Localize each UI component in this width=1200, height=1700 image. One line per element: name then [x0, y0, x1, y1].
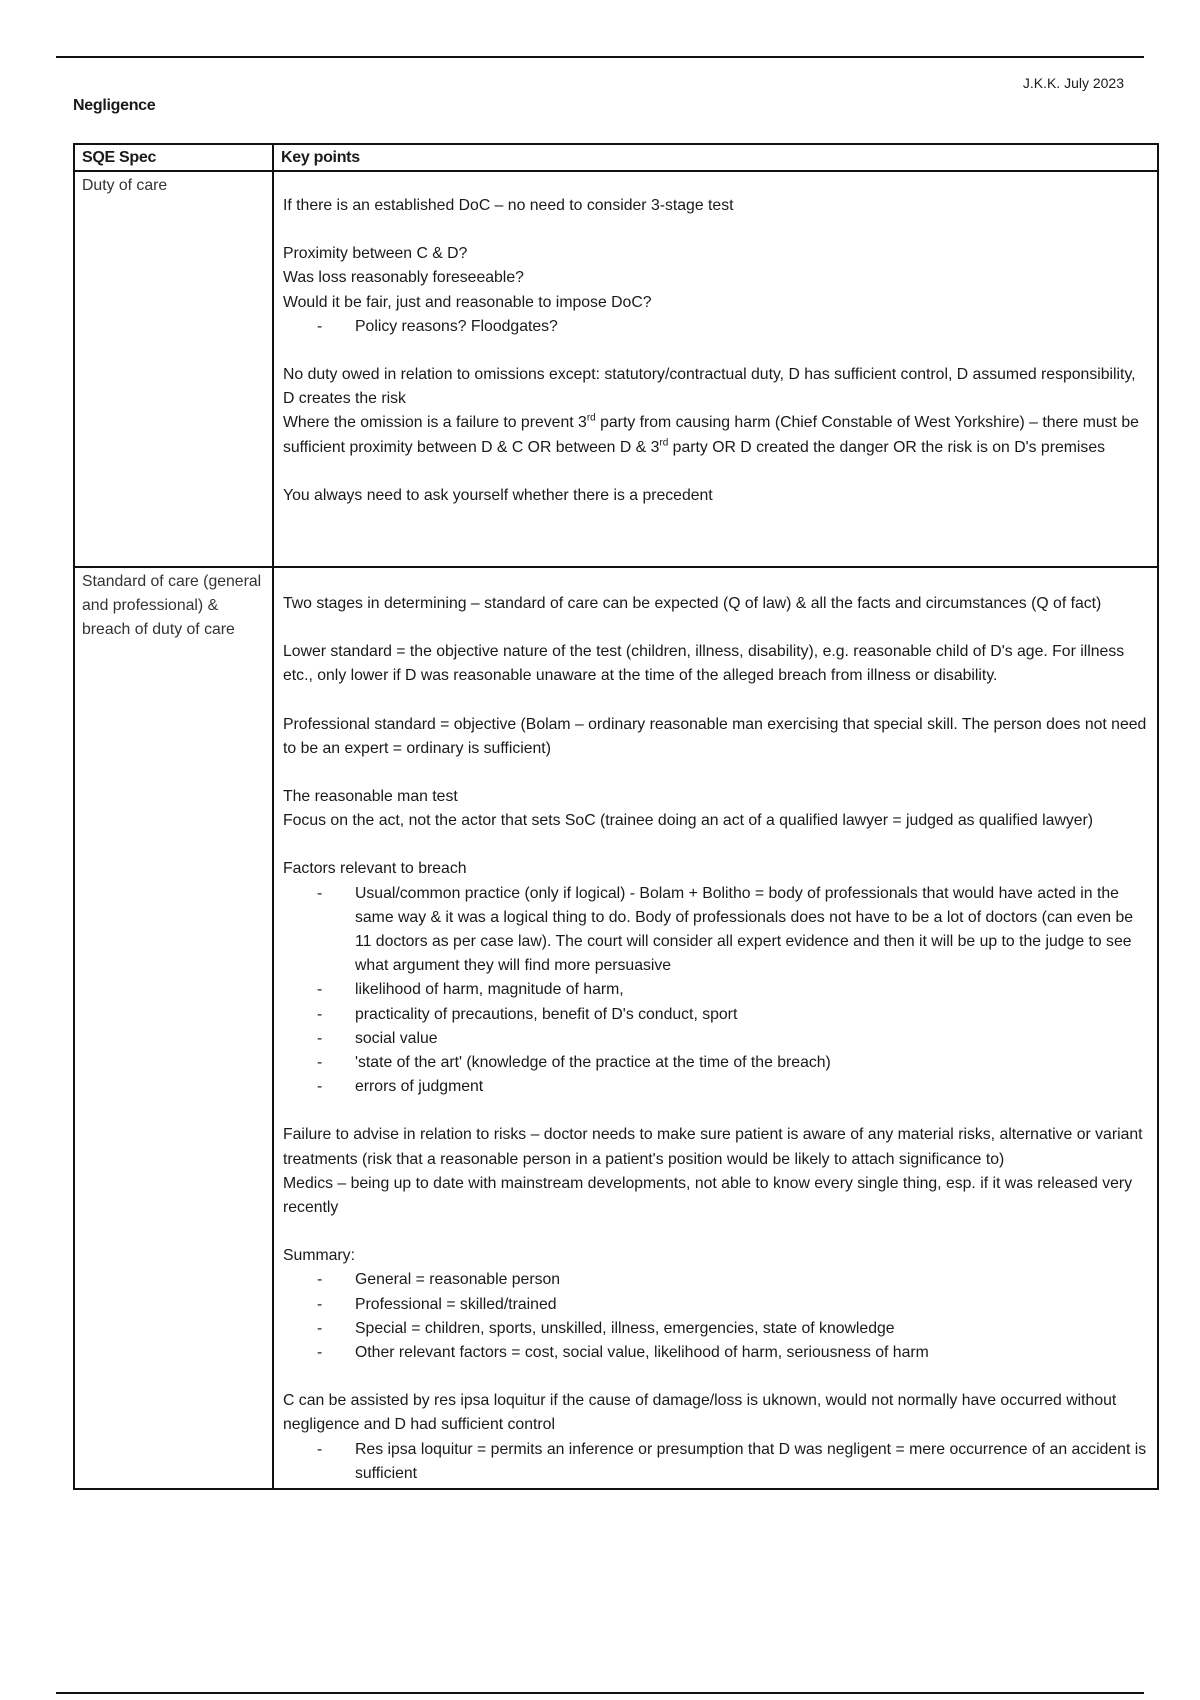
- spec-cell: Duty of care: [74, 171, 273, 567]
- bullet-item: [283, 1075, 1147, 1099]
- dash-bullet-icon: -: [317, 1078, 323, 1096]
- bullet-text: Usual/common practice (only if logical) - Bolam + Bolitho = body of professionals that would have acted in the same way & it was a logical thing to do. Body of professionals does not have to be a lot of doctors (can even be 11 doctors as per case law). The court will consider all expert evidence and then it will be up to the judge to see what argument they will find more persuasive: [355, 884, 1134, 975]
- paragraph: [283, 640, 1147, 688]
- bullet-text: likelihood of harm, magnitude of harm,: [355, 981, 624, 999]
- table-row: [74, 171, 1158, 567]
- spec-cell: Standard of care (general and professional) & breach of duty of care: [74, 567, 273, 1489]
- bullet-text: errors of judgment: [355, 1078, 484, 1096]
- bullet-item: [283, 315, 1147, 339]
- dash-bullet-icon: -: [317, 1440, 323, 1458]
- text-line: Failure to advise in relation to risks – doctor needs to make sure patient is aware of any material risks, alternative or variant treatments (risk that a reasonable person in a patient's position would be likely to attach significance to): [283, 1126, 1143, 1168]
- bullet-item: [283, 1268, 1147, 1292]
- column-header-key-points: Key points: [273, 144, 1158, 171]
- table-body: [74, 171, 1158, 1489]
- text-line: You always need to ask yourself whether there is a precedent: [283, 486, 713, 504]
- page-title: Negligence: [73, 97, 156, 114]
- text-line: Where the omission is a failure to prevent 3rd party from causing harm (Chief Constable of West Yorkshire) – there must be sufficient proximity between D & C OR between D & 3rd party OR D created the danger OR the risk is on D's premises: [283, 413, 1139, 456]
- bullet-item: [283, 1317, 1147, 1341]
- text-line: Lower standard = the objective nature of the test (children, illness, disability), e.g. reasonable child of D's age. For illness etc., only lower if D was reasonable unaware at the time of the alleged breach from illness or disability.: [283, 643, 1125, 685]
- bullet-text: Policy reasons? Floodgates?: [355, 317, 558, 335]
- bullet-text: Special = children, sports, unskilled, illness, emergencies, state of knowledge: [355, 1319, 895, 1337]
- bullet-item: [283, 978, 1147, 1002]
- dash-bullet-icon: -: [317, 1344, 323, 1362]
- bullet-item: [283, 1438, 1147, 1486]
- text-line: Summary:: [283, 1247, 355, 1265]
- paragraph: [283, 785, 1147, 833]
- bullet-text: social value: [355, 1029, 438, 1047]
- text-line: If there is an established DoC – no need to consider 3-stage test: [283, 197, 734, 214]
- text-line: Was loss reasonably foreseeable?: [283, 269, 524, 287]
- paragraph: [283, 1389, 1147, 1486]
- paragraph: [283, 1123, 1147, 1220]
- paragraph: [283, 484, 1147, 508]
- text-line: Factors relevant to breach: [283, 860, 467, 878]
- bullet-text: 'state of the art' (knowledge of the practice at the time of the breach): [355, 1054, 831, 1072]
- column-header-spec: SQE Spec: [74, 144, 273, 171]
- bullet-text: General = reasonable person: [355, 1271, 561, 1289]
- bullet-text: Professional = skilled/trained: [355, 1295, 557, 1313]
- author-date: J.K.K. July 2023: [1022, 75, 1124, 91]
- bullet-item: [283, 1003, 1147, 1027]
- bullet-text: Res ipsa loquitur = permits an inference or presumption that D was negligent = mere occurrence of an accident is sufficient: [355, 1440, 1147, 1482]
- bullet-text: Other relevant factors = cost, social value, likelihood of harm, seriousness of harm: [355, 1344, 929, 1362]
- bullet-item: [283, 1341, 1147, 1365]
- bullet-item: [283, 1051, 1147, 1075]
- dash-bullet-icon: -: [317, 317, 323, 335]
- notes-table: [73, 143, 1159, 1490]
- dash-bullet-icon: -: [317, 1005, 323, 1023]
- dash-bullet-icon: -: [317, 884, 323, 902]
- bullet-text: practicality of precautions, benefit of D's conduct, sport: [355, 1005, 738, 1023]
- dash-bullet-icon: -: [317, 1054, 323, 1072]
- table-header-row: [74, 144, 1158, 171]
- text-line: Would it be fair, just and reasonable to impose DoC?: [283, 293, 652, 311]
- text-line: Medics – being up to date with mainstream developments, not able to know every single thing, esp. if it was released very recently: [283, 1174, 1133, 1217]
- dash-bullet-icon: -: [317, 1319, 323, 1337]
- dash-bullet-icon: -: [317, 1029, 323, 1047]
- text-line: C can be assisted by res ipsa loquitur if the cause of damage/loss is uknown, would not normally have occurred without negligence and D had sufficient control: [283, 1392, 1117, 1434]
- text-line: No duty owed in relation to omissions except: statutory/contractual duty, D has sufficient control, D assumed responsibility, D creates the risk: [283, 366, 1136, 408]
- text-line: Two stages in determining – standard of care can be expected (Q of law) & all the facts and circumstances (Q of fact): [283, 595, 1102, 612]
- text-line: Focus on the act, not the actor that sets SoC (trainee doing an act of a qualified lawyer = judged as qualified lawyer): [283, 812, 1094, 830]
- paragraph: [283, 194, 1147, 218]
- text-line: Proximity between C & D?: [283, 245, 468, 263]
- dash-bullet-icon: -: [317, 1295, 323, 1313]
- text-line: Professional standard = objective (Bolam – ordinary reasonable man exercising that special skill. The person does not need to be an expert = ordinary is sufficient): [283, 715, 1147, 757]
- bullet-item: [283, 1293, 1147, 1317]
- top-rule: [56, 56, 1144, 58]
- key-points-cell: [273, 567, 1158, 1489]
- bottom-rule: [56, 1692, 1144, 1694]
- dash-bullet-icon: -: [317, 981, 323, 999]
- paragraph: [283, 592, 1147, 616]
- table-row: [74, 567, 1158, 1489]
- paragraph: [283, 857, 1147, 1099]
- key-points-cell: [273, 171, 1158, 567]
- text-line: The reasonable man test: [283, 788, 458, 806]
- paragraph: [283, 713, 1147, 761]
- paragraph: [283, 242, 1147, 339]
- dash-bullet-icon: -: [317, 1271, 323, 1289]
- bullet-item: [283, 882, 1147, 979]
- paragraph: [283, 1244, 1147, 1365]
- bullet-item: [283, 1027, 1147, 1051]
- paragraph: [283, 363, 1147, 460]
